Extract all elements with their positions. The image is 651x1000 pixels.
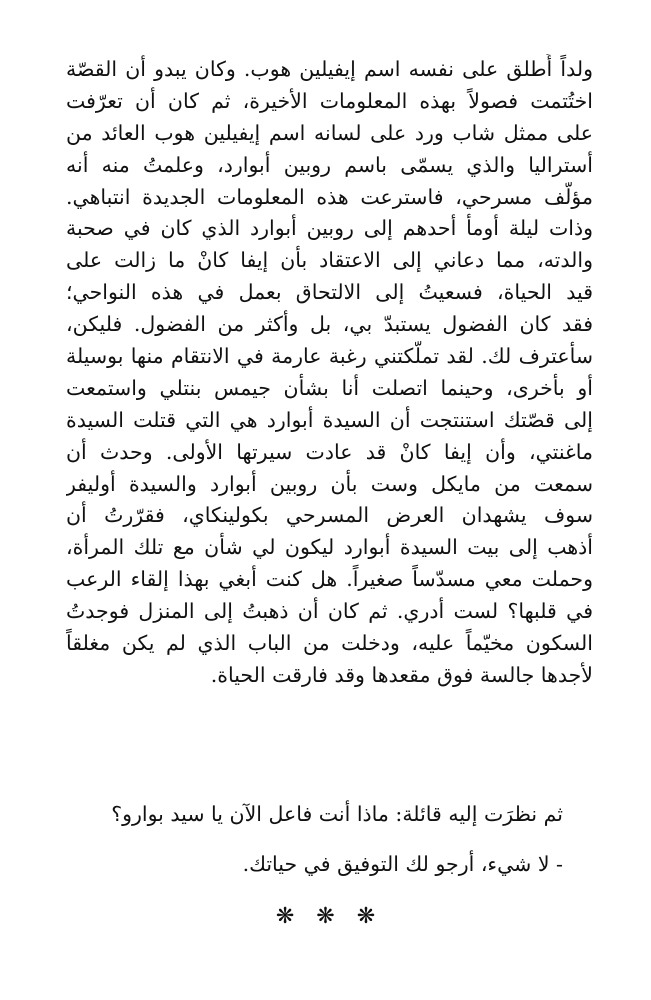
paragraph-line: وحملت معي مسدّساً صغيراً. هل كنت أبغي بهذا إلقاء الرعب <box>66 567 593 592</box>
paragraph-line: فقد كان الفضول يستبدّ بي، بل وأكثر من الفضول. فليكن، <box>66 312 593 337</box>
paragraph-line: السكون مخيّماً عليه، ودخلت من الباب الذي لم يكن مغلقاً <box>66 631 593 656</box>
paragraph-line: لأجدها جالسة فوق مقعدها وقد فارقت الحياة. <box>210 662 593 687</box>
dialogue-line-answer: - لا شيء، أرجو لك التوفيق في حياتك. <box>242 852 563 876</box>
section-separator: ❋❋❋ <box>275 904 398 929</box>
paragraph-line: في قلبها؟ لست أدري. ثم كان أن ذهبتُ إلى المنزل فوجدتُ <box>66 599 593 624</box>
paragraph-line: سوف يشهدان العرض المسرحي بكولينكاي، فقرّرتُ أن <box>66 503 593 528</box>
paragraph-line: والدته، مما دعاني إلى الاعتقاد بأن إيفا كانْ ما زالت على <box>66 248 593 273</box>
paragraph-line: ولداً أَطلق على نفسه اسم إيفيلين هوب. وكان يبدو أن القصّة <box>66 57 593 81</box>
dialogue-line-question: ثم نظرَت إليه قائلة: ماذا أنت فاعل الآن يا سيد بوارو؟ <box>111 802 563 826</box>
paragraph-line: أستراليا والذي يسمّى باسم روبين أبوارد، وعلمتُ منه أنه <box>66 152 593 177</box>
paragraph-line: وذات ليلة أومأ أحدهم إلى روبين أبوارد الذي كان في صحبة <box>66 216 593 241</box>
paragraph-line: على ممثل شاب ورد على لسانه اسم إيفيلين هوب العائد من <box>66 120 593 145</box>
paragraph-line: سمعت من مايكل وست بأن روبين أبوارد والسيدة أوليفر <box>66 471 593 496</box>
paragraph-line: سأعترف لك. لقد تملّكتني رغبة عارمة في الانتقام منها بوسيلة <box>66 344 593 369</box>
paragraph-line: أو بأخرى، وحينما اتصلت أنا بشأن جيمس بنتلي واستمعت <box>66 375 593 400</box>
paragraph-line: إلى قصّتك استنتجت أن السيدة أبوارد هي التي قتلت السيدة <box>66 407 593 432</box>
paragraph-line: قيد الحياة، فسعيتُ إلى الالتحاق بعمل في هذه النواحي؛ <box>66 280 593 305</box>
paragraph-line: أذهب إلى بيت السيدة أبوارد ليكون لي شأن مع تلك المرأة، <box>66 535 593 560</box>
main-paragraph <box>66 54 593 692</box>
paragraph-line: اختُتمت فصولاً بهذه المعلومات الأخيرة، ثم كان أن تعرّفت <box>66 88 593 113</box>
paragraph-line: ماغنتي، وأن إيفا كانْ قد عادت سيرتها الأولى. وحدث أن <box>66 439 593 464</box>
paragraph-line: مؤلّف مسرحي، فاسترعت هذه المعلومات الجديدة انتباهي. <box>66 184 593 209</box>
